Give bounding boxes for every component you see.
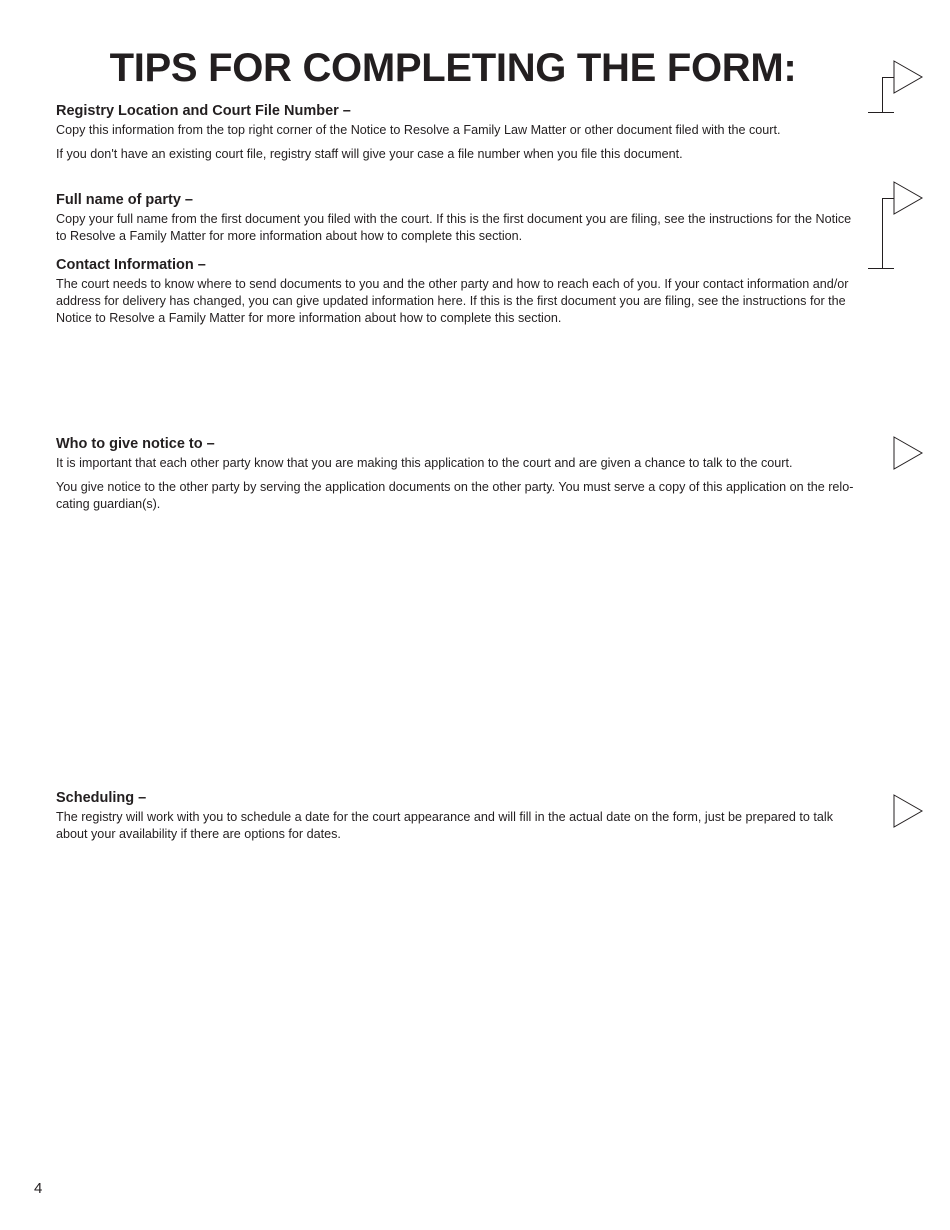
arrow-right-icon — [893, 59, 933, 99]
section-heading: Full name of party – — [56, 192, 193, 208]
section-paragraph: The court needs to know where to send documents to you and the other party and how to reach each of you. If your contact information and/or address for delivery has changed, you can give updated information here. If this is the first document you are filing, see the instructions for the Notice to Resolve a Family Matter for more information about how to complete this section. — [56, 277, 849, 326]
section-scheduling — [56, 789, 856, 850]
section-heading: Contact Information – — [56, 257, 206, 273]
section-paragraph: You give notice to the other party by serving the application documents on the other party. You must serve a copy of this application on the relo-cating guardian(s). — [56, 480, 854, 512]
section-paragraph: If you don't have an existing court file, registry staff will give your case a file number when you file this document. — [56, 147, 683, 162]
arrow-right-icon — [893, 793, 933, 833]
page-title: TIPS FOR COMPLETING THE FORM: — [109, 46, 797, 90]
section-paragraph: The registry will work with you to schedule a date for the court appearance and will fill in the actual date on the form, just be prepared to talk about your availability if there are options for dates. — [56, 810, 834, 842]
section-full-name — [56, 191, 856, 252]
section-paragraph: Copy this information from the top right corner of the Notice to Resolve a Family Law Matter or other document filed with the court. — [56, 123, 781, 137]
page-number: 4 — [34, 1180, 43, 1197]
section-paragraph: Copy your full name from the first document you filed with the court. If this is the first document you are filing, see the instructions for the Notice to Resolve a Family Matter for more information about how to complete this section. — [56, 212, 852, 244]
arrow-right-icon — [893, 435, 933, 475]
section-paragraph: It is important that each other party know that you are making this application to the court and are given a chance to talk to the court. — [56, 456, 793, 470]
section-who-to-give-notice — [56, 435, 856, 521]
section-registry-location — [56, 102, 856, 170]
arrow-right-icon — [893, 180, 933, 220]
section-contact-information — [56, 256, 856, 335]
section-heading: Registry Location and Court File Number – — [56, 103, 351, 119]
section-heading: Scheduling – — [56, 790, 147, 806]
section-heading: Who to give notice to – — [56, 436, 215, 452]
